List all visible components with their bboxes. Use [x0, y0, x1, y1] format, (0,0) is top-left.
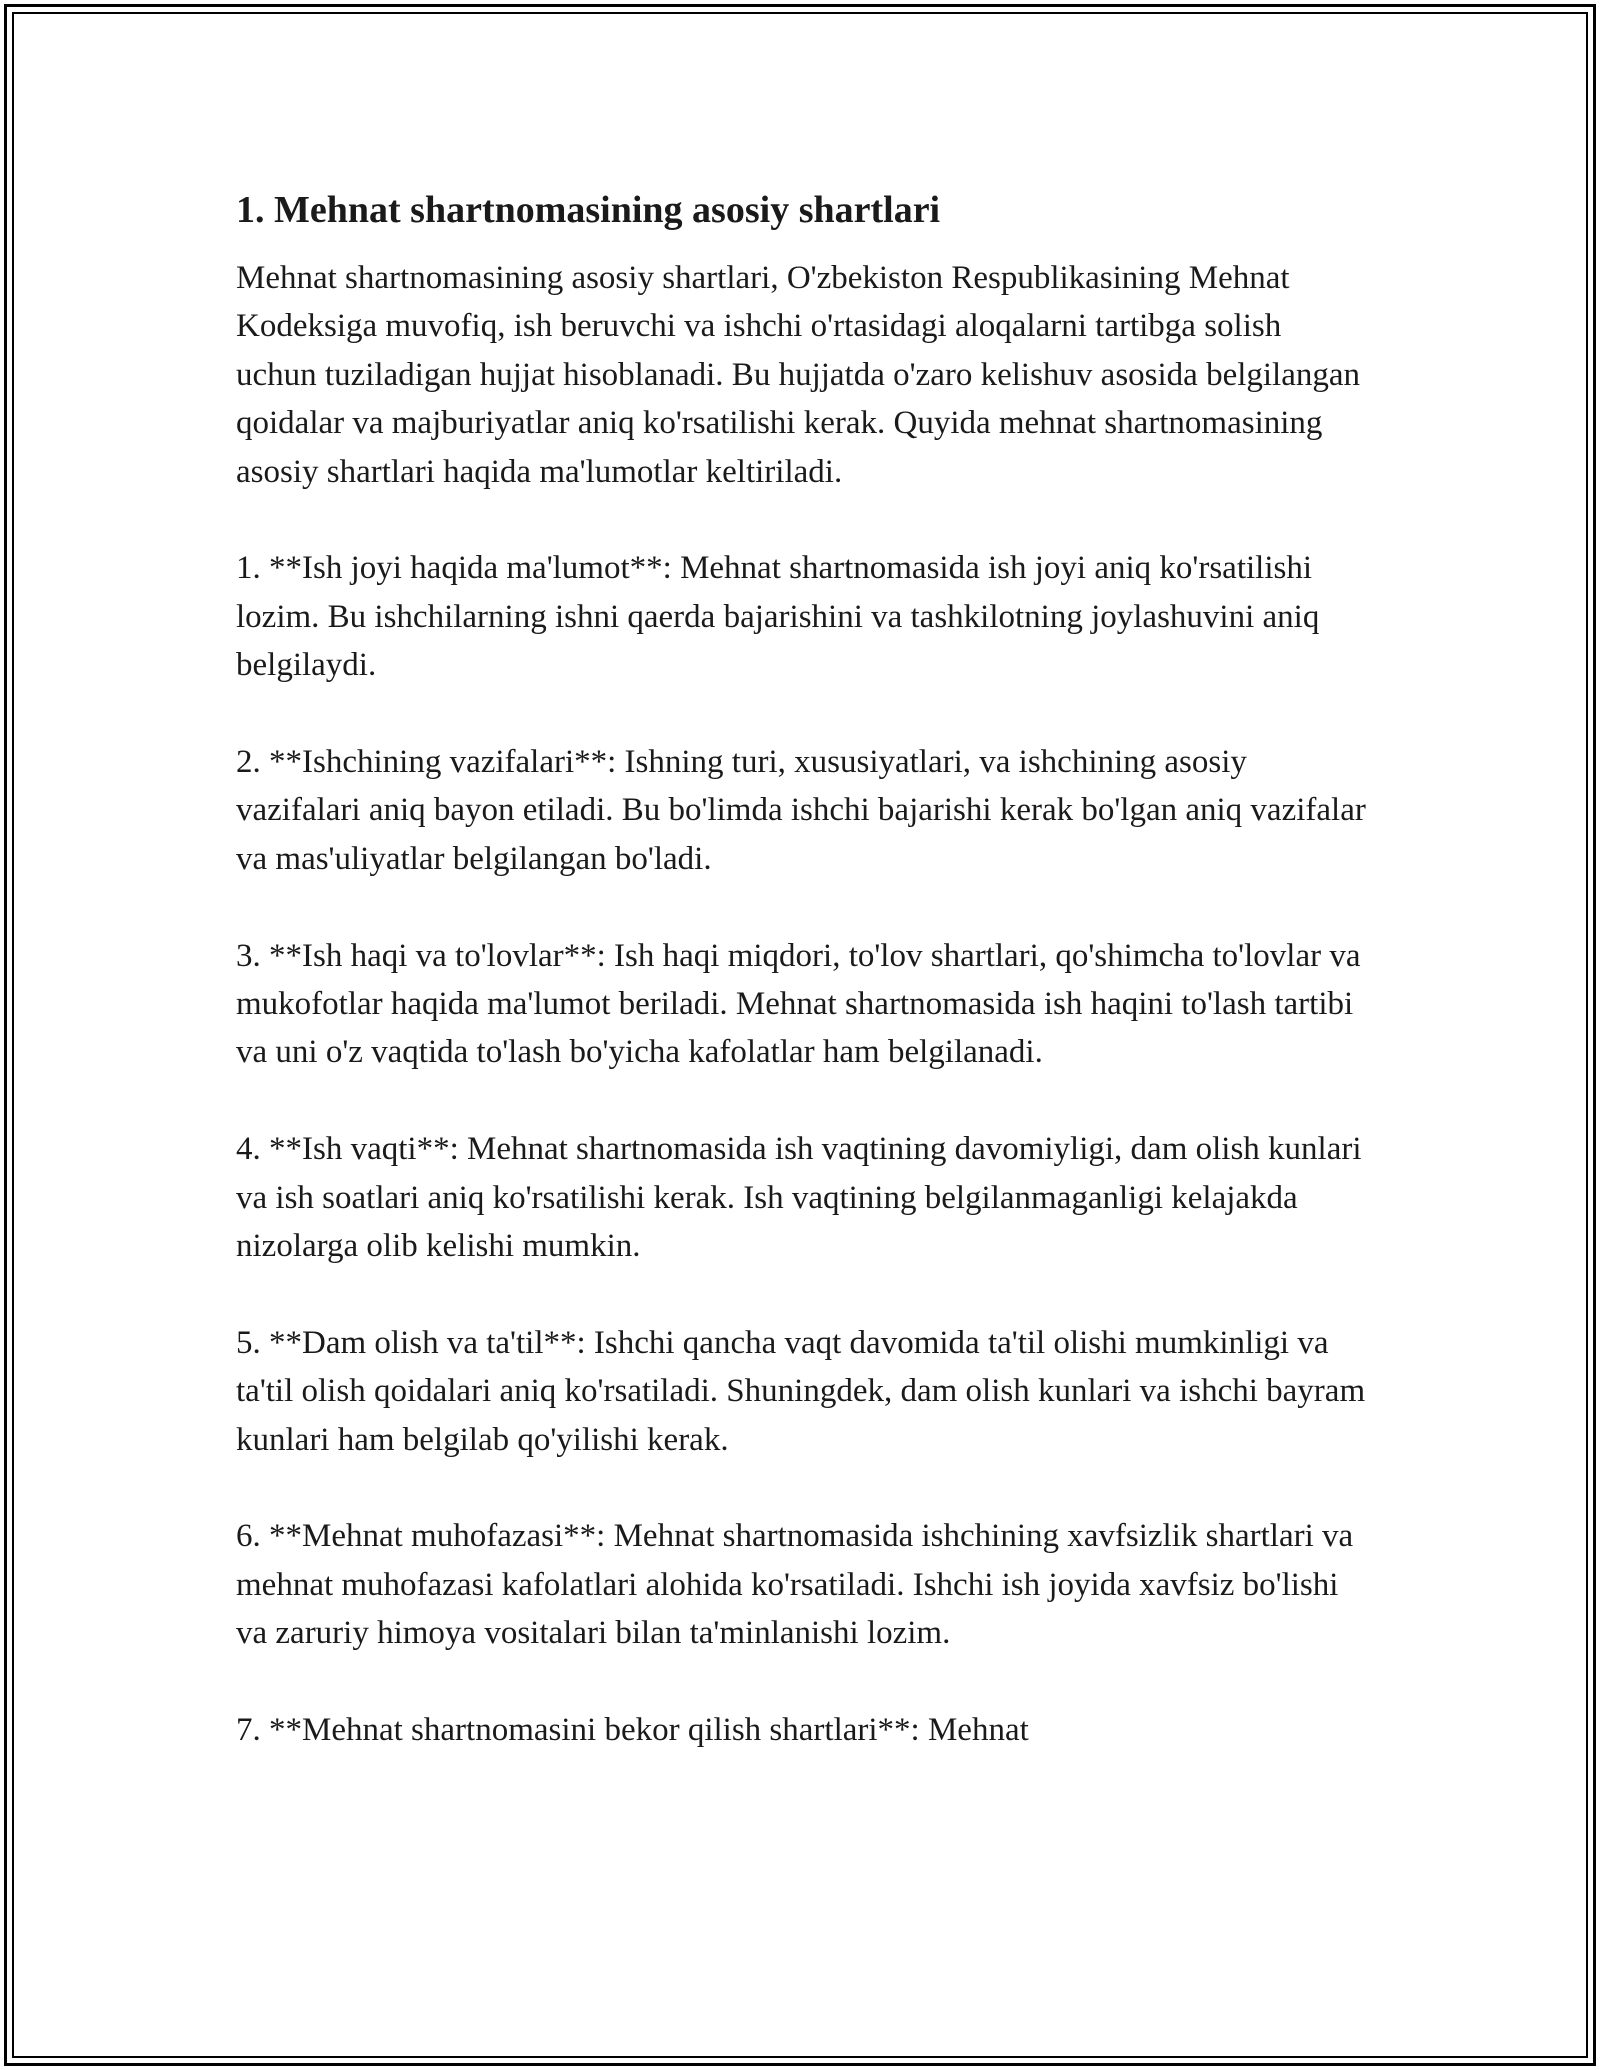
document-title: 1. Mehnat shartnomasining asosiy shartlari	[236, 189, 941, 231]
list-item-muhofaza: 6. **Mehnat muhofazasi**: Mehnat shartnomasida ishchining xavfsizlik shartlari va mehnat muhofazasi kafolatlari alohida ko'rsatiladi. Ishchi ish joyida xavfsiz bo'lishi va zaruriy himoya vositalari bilan ta'minlanishi lozim.	[236, 1518, 1354, 1652]
list-item-bekor-qilish: 7. **Mehnat shartnomasini bekor qilish shartlari**: Mehnat	[236, 1712, 1029, 1749]
list-item-vazifalari: 2. **Ishchining vazifalari**: Ishning turi, xususiyatlari, va ishchining asosiy vazifalari aniq bayon etiladi. Bu bo'limda ishchi bajarishi kerak bo'lgan aniq vazifalar va mas'uliyatlar belgilangan bo'ladi.	[236, 744, 1366, 877]
list-item-ish-joyi: 1. **Ish joyi haqida ma'lumot**: Mehnat shartnomasida ish joyi aniq ko'rsatilishi lozim. Bu ishchilarning ishni qaerda bajarishini va tashkilotning joylashuvini aniq belgilaydi.	[236, 550, 1320, 684]
document-body	[236, 186, 1366, 1754]
intro-paragraph: Mehnat shartnomasining asosiy shartlari, O'zbekiston Respublikasining Mehnat Kodeksiga muvofiq, ish beruvchi va ishchi o'rtasidagi aloqalarni tartibga solish uchun tuziladigan hujjat hisoblanadi. Bu hujjatda o'zaro kelishuv asosida belgilangan qoidalar va majburiyatlar aniq ko'rsatilishi kerak. Quyida mehnat shartnomasining asosiy shartlari haqida ma'lumotlar keltiriladi.	[236, 260, 1361, 490]
list-item-ish-haqi: 3. **Ish haqi va to'lovlar**: Ish haqi miqdori, to'lov shartlari, qo'shimcha to'lovlar va mukofotlar haqida ma'lumot beriladi. Mehnat shartnomasida ish haqini to'lash tartibi va uni o'z vaqtida to'lash bo'yicha kafolatlar ham belgilanadi.	[236, 937, 1361, 1071]
list-item-dam-olish: 5. **Dam olish va ta'til**: Ishchi qancha vaqt davomida ta'til olishi mumkinligi va ta'til olish qoidalari aniq ko'rsatiladi. Shuningdek, dam olish kunlari va ishchi bayram kunlari ham belgilab qo'yilishi kerak.	[236, 1324, 1366, 1458]
list-item-ish-vaqti: 4. **Ish vaqti**: Mehnat shartnomasida ish vaqtining davomiyligi, dam olish kunlari va ish soatlari aniq ko'rsatilishi kerak. Ish vaqtining belgilanmaganligi kelajakda nizolarga olib kelishi mumkin.	[236, 1131, 1362, 1265]
